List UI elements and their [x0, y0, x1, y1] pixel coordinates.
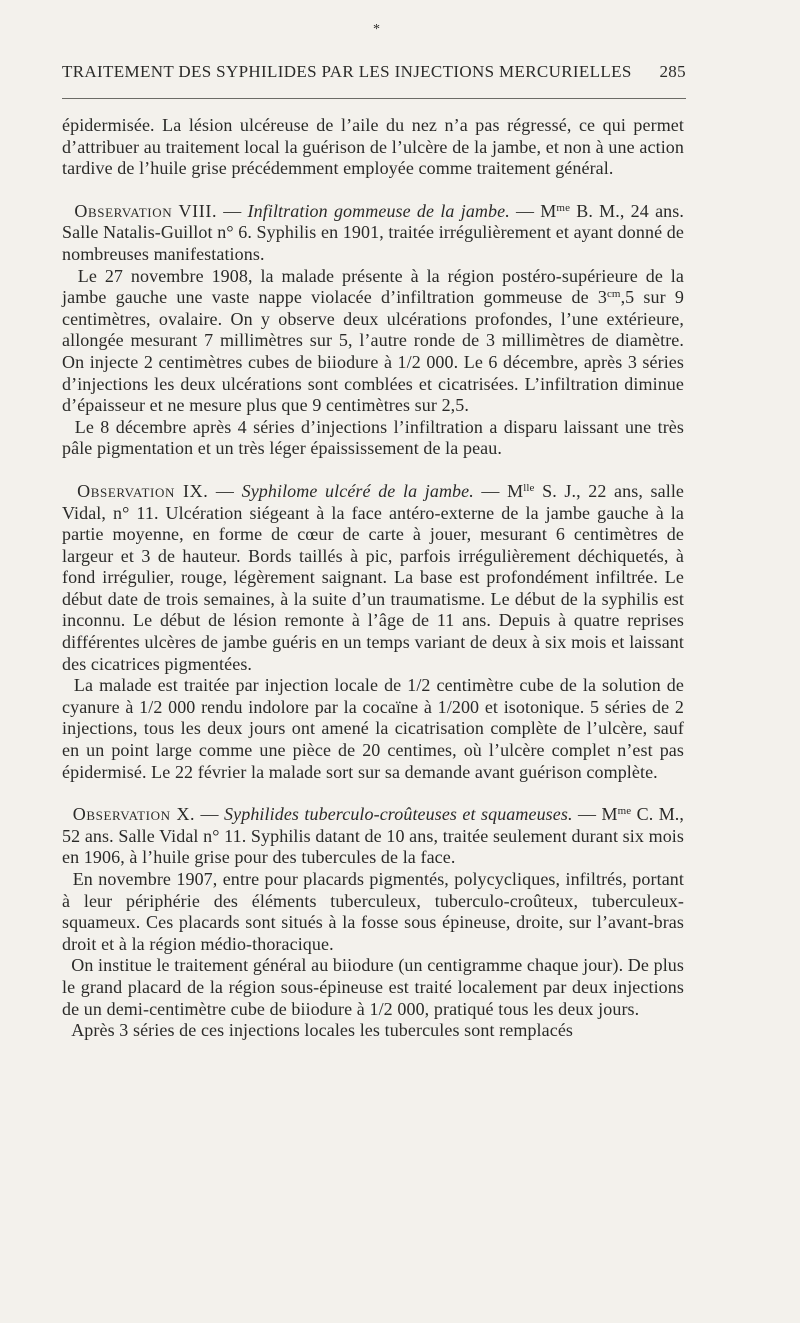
- dash: —: [195, 804, 225, 825]
- paragraph-continuation: épidermisée. La lésion ulcéreuse de l’aile du nez n’a pas régressé, ce qui permet d’attribuer au traitement local la guérison de l’ulcère de la jambe, et non à une action tardive de l’huile grise précédemment employée comme traitement général.: [62, 115, 684, 179]
- paragraph: [62, 675, 684, 783]
- intro-text: — M: [473, 480, 524, 501]
- header-rule: [62, 98, 686, 99]
- paragraph-text: On institue le traitement général au biiodure (un centigramme chaque jour). De plus le grand placard de la région sous-épineuse est traité localement par deux injections de un demi-centimètre cube de biiodure à 1/2 000, pratiqué tous les deux jours.: [62, 955, 684, 1019]
- superscript: lle: [523, 481, 535, 494]
- observation-label: Observation VIII.: [74, 200, 218, 221]
- observation-title: Syphilides tuberculo-croûteuses et squameuses.: [224, 804, 573, 825]
- superscript: me: [556, 201, 571, 214]
- paragraph-text: La malade est traitée par injection locale de 1/2 centimètre cube de la solution de cyanure à 1/2 000 rendu indolore par la cocaïne à 1/200 et isotonique. 5 séries de 2 injections, tous les deux jours ont amené la cicatrisation complète de l’ulcère, sauf en un point large comme une pièce de 20 centimes, où l’ulcère complet n’est pas épidermisé. Le 22 février la malade sort sur sa demande avant guérison complète.: [62, 675, 684, 782]
- paragraph-text: ,5 sur 9 centimètres, ovalaire. On y observe deux ulcérations profondes, l’une extérieure, allongée mesurant 7 millimètres sur 5, l’autre ronde de 3 millimètres de diamètre. On injecte 2 centimètres cubes de biiodure à 1/2 000. Le 6 décembre, après 3 séries d’injections les deux ulcérations sont comblées et cicatrisées. L’infiltration diminue d’épaisseur et ne mesure plus que 9 centimètres sur 2,5.: [62, 287, 684, 416]
- intro-text: B. M., 24 ans. Salle Natalis-Guillot n° 6. Syphilis en 1901, traitée irrégulièrement et ayant donné de nombreuses manifestations.: [62, 200, 684, 264]
- paragraph: [62, 955, 684, 1020]
- intro-text: C. M., 52 ans. Salle Vidal n° 11. Syphilis datant de 10 ans, traitée seulement durant six mois en 1906, à l’huile grise pour des tubercules de la face.: [62, 804, 685, 868]
- paragraph: [62, 869, 684, 955]
- paragraph-text: Le 27 novembre 1908, la malade présente à la région postéro-supérieure de la jambe gauche une vaste nappe violacée d’infiltration gommeuse de 3: [62, 265, 685, 308]
- intro-text: — M: [509, 200, 557, 221]
- paragraph-text: En novembre 1907, entre pour placards pigmentés, polycycliques, infiltrés, portant à leur périphérie des éléments tuberculeux, tuberculo-croûteux, tuberculeux-squameux. Ces placards sont situés à la fosse sous épineuse, droite, sur l’avant-bras droit et à la région médio-thoracique.: [62, 869, 684, 954]
- intro-text: — M: [572, 804, 618, 825]
- observation-title: Infiltration gommeuse de la jambe.: [247, 200, 510, 221]
- dash: —: [208, 480, 242, 501]
- superscript: cm: [606, 288, 621, 301]
- superscript: me: [617, 805, 632, 818]
- dash: —: [217, 200, 248, 221]
- page-number: 285: [659, 62, 686, 81]
- paragraph-text: Le 8 décembre après 4 séries d’injections l’infiltration a disparu laissant une très pâle pigmentation et un très léger épaississement de la peau.: [62, 416, 684, 459]
- paragraph-text: Après 3 séries de ces injections locales les tubercules sont remplacés: [71, 1020, 574, 1041]
- observation-9-heading: [62, 481, 684, 675]
- printer-mark: *: [373, 22, 380, 37]
- observation-10-heading: [62, 804, 684, 869]
- paragraph: [62, 266, 684, 417]
- observation-label: Observation IX.: [77, 480, 209, 501]
- running-title: TRAITEMENT DES SYPHILIDES PAR LES INJECTIONS MERCURIELLES: [62, 62, 632, 81]
- observation-label: Observation X.: [72, 804, 196, 825]
- intro-text: S. J., 22 ans, salle Vidal, n° 11. Ulcération siégeant à la face antéro-externe de la jambe gauche à la partie moyenne, en forme de cœur de carte à jouer, mesurant 6 centimètres de largeur et 3 de hauteur. Bords taillés à pic, parfois irrégulièrement déchiquetés, à fond irrégulier, rouge, légèrement saignant. La base est profondément infiltrée. Le début date de trois semaines, à la suite d’un traumatisme. Le début de la syphilis est inconnu. Le début de lésion remonte à l’âge de 11 ans. Depuis à quatre reprises différentes ulcères de jambe guéris en un temps variant de deux à six mois et laissant des cicatrices pigmentées.: [62, 480, 685, 674]
- observation-8-heading: [62, 201, 684, 266]
- page-body: [62, 115, 684, 1042]
- observation-title: Syphilome ulcéré de la jambe.: [241, 480, 474, 501]
- paragraph: [62, 1020, 684, 1042]
- paragraph: [62, 417, 684, 460]
- running-header: [62, 62, 686, 82]
